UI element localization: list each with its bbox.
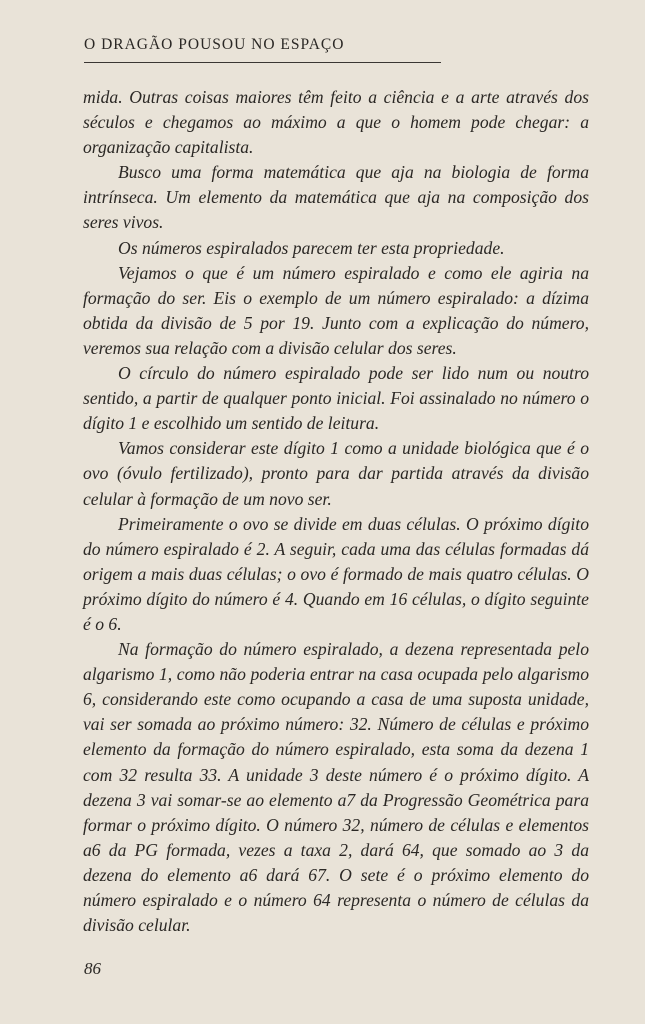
paragraph: Vamos considerar este dígito 1 como a unidade biológica que é o ovo (óvulo fertilizado), pronto para dar partida através da divisão celular à formação de um novo ser. [83, 438, 589, 509]
paragraph: O círculo do número espiralado pode ser lido num ou noutro sentido, a partir de qualquer ponto inicial. Foi assinalado no número o dígito 1 e escolhido um sentido de leitura. [83, 363, 589, 434]
paragraph: Os números espiralados parecem ter esta propriedade. [118, 237, 505, 258]
header-rule [84, 62, 441, 63]
running-header: O DRAGÃO POUSOU NO ESPAÇO [84, 36, 345, 53]
paragraph: Busco uma forma matemática que aja na biologia de forma intrínseca. Um elemento da matemática que aja na composição dos seres vivos. [83, 162, 589, 233]
paragraph: Primeiramente o ovo se divide em duas células. O próximo dígito do número espiralado é 2. A seguir, cada uma das células formadas dá origem a mais duas células; o ovo é formado de mais quatro células. O próximo dígito do número é 4. Quando em 16 células, o dígito seguinte é o 6. [83, 513, 589, 634]
paragraph: mida. Outras coisas maiores têm feito a ciência e a arte através dos séculos e chegamos ao máximo a que o homem pode chegar: a organização capitalista. [83, 87, 589, 158]
paragraph: Na formação do número espiralado, a dezena representada pelo algarismo 1, como não poderia entrar na casa ocupada pelo algarismo 6, considerando este como ocupando a casa de uma suposta unidade, vai ser somada ao próximo número: 32. Número de células e próximo elemento da formação do número espiralado, esta soma da dezena 1 com 32 resulta 33. A unidade 3 deste número é o próximo dígito. A dezena 3 vai somar-se ao elemento a7 da Progressão Geométrica para formar o próximo dígito. O número 32, número de células e elementos a6 da PG formada, vezes a taxa 2, dará 64, que somado ao 3 da dezena do elemento a6 dará 67. O sete é o próximo elemento do número espiralado e o número 64 representa o número de células da divisão celular. [83, 639, 589, 936]
paragraph: Vejamos o que é um número espiralado e como ele agiria na formação do ser. Eis o exemplo de um número espiralado: a dízima obtida da divisão de 5 por 19. Junto com a explicação do número, veremos sua relação com a divisão celular dos seres. [83, 262, 589, 358]
page-number: 86 [84, 959, 101, 978]
body-text [83, 85, 589, 938]
